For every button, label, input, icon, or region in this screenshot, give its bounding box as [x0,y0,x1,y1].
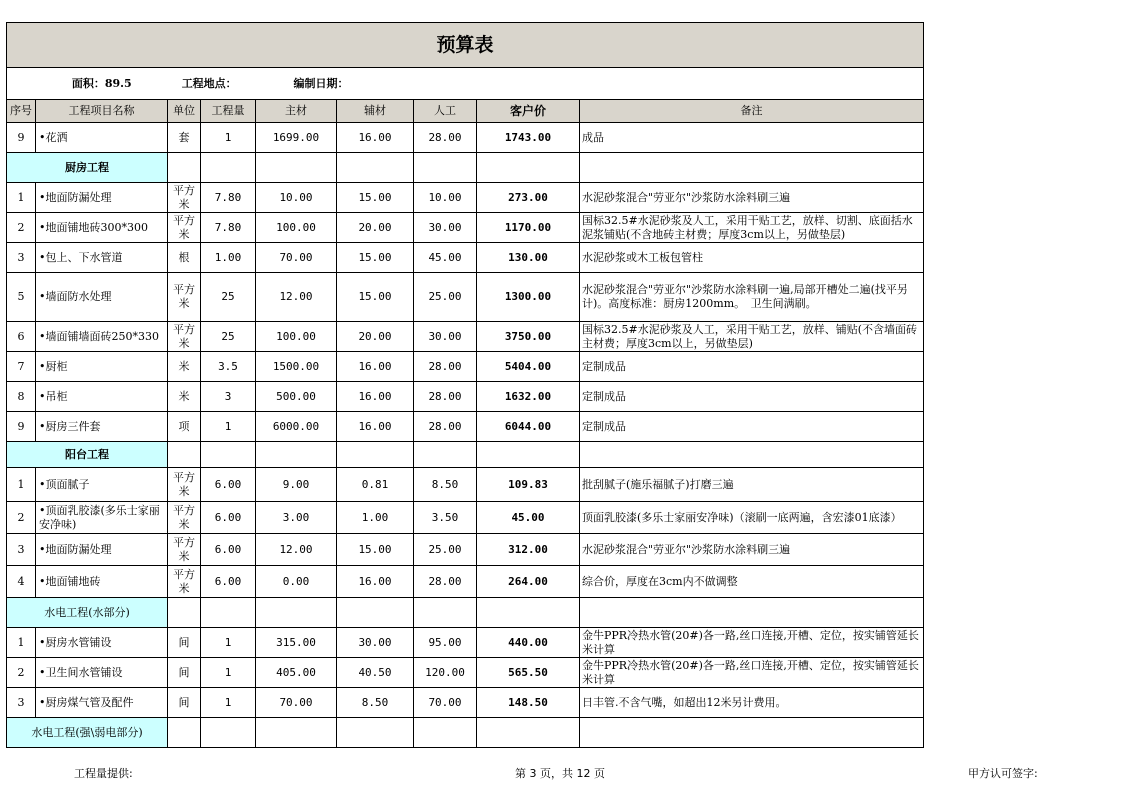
row-qty: 6.00 [201,502,256,534]
row-unit: 米 [168,352,201,382]
row-unit: 米 [168,382,201,412]
table-row [7,352,924,382]
row-price: 273.00 [477,183,580,213]
table-row [7,658,924,688]
row-price: 5404.00 [477,352,580,382]
row-price: 1170.00 [477,213,580,243]
row-note: 定制成品 [580,412,924,442]
row-aux: 8.50 [337,688,414,718]
row-labor: 28.00 [414,382,477,412]
row-qty: 1 [201,688,256,718]
footer-page: 第 3 页，共 12 页 [515,767,605,780]
row-name: •卫生间水管铺设 [36,658,168,688]
row-note: 定制成品 [580,382,924,412]
info-row [7,68,924,100]
footer-provider: 工程量提供: [74,767,133,780]
row-qty: 6.00 [201,534,256,566]
row-unit: 间 [168,688,201,718]
section-row [7,718,924,748]
row-price: 312.00 [477,534,580,566]
row-no: 1 [7,183,36,213]
row-qty: 6.00 [201,468,256,502]
row-qty: 1 [201,412,256,442]
row-note: 国标32.5#水泥砂浆及人工，采用干贴工艺，放样、铺贴(不含墙面砖主材费；厚度3cm以上，另做垫层) [580,322,924,352]
row-price: 264.00 [477,566,580,598]
table-row [7,412,924,442]
row-qty: 6.00 [201,566,256,598]
row-aux: 0.81 [337,468,414,502]
row-unit: 平方米 [168,183,201,213]
row-note: 批刮腻子(施乐福腻子)打磨三遍 [580,468,924,502]
row-qty: 1.00 [201,243,256,273]
row-no: 2 [7,658,36,688]
row-labor: 28.00 [414,123,477,153]
row-price: 3750.00 [477,322,580,352]
section-row [7,153,924,183]
header-row [7,100,924,123]
row-unit: 平方米 [168,322,201,352]
row-note: 金牛PPR冷热水管(20#)各一路,丝口连接,开槽、定位，按实铺管延长米计算 [580,658,924,688]
header-qty: 工程量 [201,100,256,123]
row-aux: 15.00 [337,243,414,273]
row-main: 1500.00 [256,352,337,382]
budget-table [6,22,924,748]
table-row [7,243,924,273]
header-name: 工程项目名称 [36,100,168,123]
section-row [7,598,924,628]
row-name: •墙面防水处理 [36,273,168,322]
row-labor: 70.00 [414,688,477,718]
row-qty: 1 [201,628,256,658]
row-unit: 间 [168,628,201,658]
row-main: 500.00 [256,382,337,412]
table-row [7,534,924,566]
row-unit: 根 [168,243,201,273]
table-row [7,273,924,322]
row-aux: 16.00 [337,566,414,598]
row-main: 315.00 [256,628,337,658]
row-note: 水泥砂浆混合"劳亚尔"沙浆防水涂料刷三遍 [580,183,924,213]
row-unit: 项 [168,412,201,442]
row-name: •厨房煤气管及配件 [36,688,168,718]
area-label: 面积：89.5 [71,76,132,90]
section-label: 阳台工程 [7,442,168,468]
row-labor: 28.00 [414,566,477,598]
row-no: 1 [7,468,36,502]
table-row [7,382,924,412]
row-main: 6000.00 [256,412,337,442]
row-main: 0.00 [256,566,337,598]
header-unit: 单位 [168,100,201,123]
row-no: 2 [7,502,36,534]
header-aux: 辅材 [337,100,414,123]
row-aux: 16.00 [337,412,414,442]
row-name: •吊柜 [36,382,168,412]
table-row [7,688,924,718]
row-no: 6 [7,322,36,352]
location-label: 工程地点： [181,76,237,90]
row-name: •顶面腻子 [36,468,168,502]
row-note: 国标32.5#水泥砂浆及人工，采用干贴工艺，放样、切割、底面括水泥浆铺贴(不含地砖主材费；厚度3cm以上，另做垫层) [580,213,924,243]
row-price: 148.50 [477,688,580,718]
row-unit: 间 [168,658,201,688]
header-labor: 人工 [414,100,477,123]
table-row [7,468,924,502]
row-labor: 30.00 [414,322,477,352]
header-main: 主材 [256,100,337,123]
row-labor: 8.50 [414,468,477,502]
row-no: 2 [7,213,36,243]
row-qty: 3 [201,382,256,412]
header-no: 序号 [7,100,36,123]
table-row [7,502,924,534]
row-main: 100.00 [256,213,337,243]
row-name: •厨柜 [36,352,168,382]
row-no: 8 [7,382,36,412]
row-note: 金牛PPR冷热水管(20#)各一路,丝口连接,开槽、定位，按实铺管延长米计算 [580,628,924,658]
row-qty: 1 [201,658,256,688]
row-name: •厨房水管铺设 [36,628,168,658]
row-labor: 120.00 [414,658,477,688]
row-no: 1 [7,628,36,658]
footer-signature: 甲方认可签字: [968,767,1038,780]
row-labor: 25.00 [414,273,477,322]
row-unit: 平方米 [168,213,201,243]
row-aux: 15.00 [337,183,414,213]
row-name: •顶面乳胶漆(多乐士家丽安净味) [36,502,168,534]
row-aux: 15.00 [337,534,414,566]
row-note: 水泥砂浆混合"劳亚尔"沙浆防水涂料刷三遍 [580,534,924,566]
row-name: •地面防漏处理 [36,534,168,566]
row-labor: 10.00 [414,183,477,213]
row-price: 1300.00 [477,273,580,322]
row-no: 3 [7,688,36,718]
row-unit: 套 [168,123,201,153]
row-price: 6044.00 [477,412,580,442]
row-name: •地面铺地砖300*300 [36,213,168,243]
row-no: 4 [7,566,36,598]
row-no: 9 [7,123,36,153]
row-main: 70.00 [256,243,337,273]
row-labor: 28.00 [414,352,477,382]
row-note: 成品 [580,123,924,153]
row-aux: 15.00 [337,273,414,322]
header-note: 备注 [580,100,924,123]
row-labor: 3.50 [414,502,477,534]
table-row [7,213,924,243]
row-labor: 25.00 [414,534,477,566]
row-price: 1632.00 [477,382,580,412]
row-unit: 平方米 [168,468,201,502]
row-labor: 45.00 [414,243,477,273]
row-name: •厨房三件套 [36,412,168,442]
row-aux: 20.00 [337,322,414,352]
table-row [7,566,924,598]
row-main: 9.00 [256,468,337,502]
row-price: 45.00 [477,502,580,534]
row-note: 水泥砂浆或木工板包管柱 [580,243,924,273]
row-qty: 7.80 [201,213,256,243]
row-unit: 平方米 [168,273,201,322]
row-main: 100.00 [256,322,337,352]
row-note: 综合价，厚度在3cm内不做调整 [580,566,924,598]
row-no: 3 [7,534,36,566]
row-price: 109.83 [477,468,580,502]
row-price: 565.50 [477,658,580,688]
row-aux: 20.00 [337,213,414,243]
row-qty: 7.80 [201,183,256,213]
row-unit: 平方米 [168,534,201,566]
row-unit: 平方米 [168,502,201,534]
row-note: 日丰管.不含气嘴，如超出12米另计费用。 [580,688,924,718]
table-row [7,628,924,658]
row-no: 9 [7,412,36,442]
row-price: 440.00 [477,628,580,658]
table-row [7,322,924,352]
row-labor: 28.00 [414,412,477,442]
row-main: 12.00 [256,534,337,566]
table-row [7,183,924,213]
row-main: 3.00 [256,502,337,534]
row-note: 定制成品 [580,352,924,382]
row-price: 130.00 [477,243,580,273]
row-aux: 1.00 [337,502,414,534]
header-price: 客户价 [477,100,580,123]
row-qty: 25 [201,273,256,322]
row-main: 70.00 [256,688,337,718]
row-labor: 30.00 [414,213,477,243]
row-note: 顶面乳胶漆(多乐士家丽安净味)（滚刷一底两遍，含宏漆01底漆） [580,502,924,534]
page-title: 预算表 [7,23,924,68]
row-name: •包上、下水管道 [36,243,168,273]
row-main: 405.00 [256,658,337,688]
row-aux: 16.00 [337,123,414,153]
row-main: 10.00 [256,183,337,213]
row-name: •墙面铺墙面砖250*330 [36,322,168,352]
row-main: 12.00 [256,273,337,322]
row-qty: 25 [201,322,256,352]
row-no: 7 [7,352,36,382]
row-main: 1699.00 [256,123,337,153]
section-label: 水电工程(强\弱电部分) [7,718,168,748]
row-no: 3 [7,243,36,273]
row-aux: 30.00 [337,628,414,658]
row-name: •地面铺地砖 [36,566,168,598]
section-label: 厨房工程 [7,153,168,183]
section-label: 水电工程(水部分) [7,598,168,628]
row-unit: 平方米 [168,566,201,598]
table-row [7,123,924,153]
row-qty: 3.5 [201,352,256,382]
row-no: 5 [7,273,36,322]
row-note: 水泥砂浆混合"劳亚尔"沙浆防水涂料刷一遍,局部开槽处二遍(找平另计)。高度标准：厨房1200mm。 卫生间满刷。 [580,273,924,322]
row-labor: 95.00 [414,628,477,658]
row-price: 1743.00 [477,123,580,153]
row-name: •地面防漏处理 [36,183,168,213]
row-aux: 16.00 [337,382,414,412]
row-aux: 16.00 [337,352,414,382]
section-row [7,442,924,468]
row-aux: 40.50 [337,658,414,688]
row-name: •花洒 [36,123,168,153]
row-qty: 1 [201,123,256,153]
date-label: 编制日期： [293,76,349,90]
